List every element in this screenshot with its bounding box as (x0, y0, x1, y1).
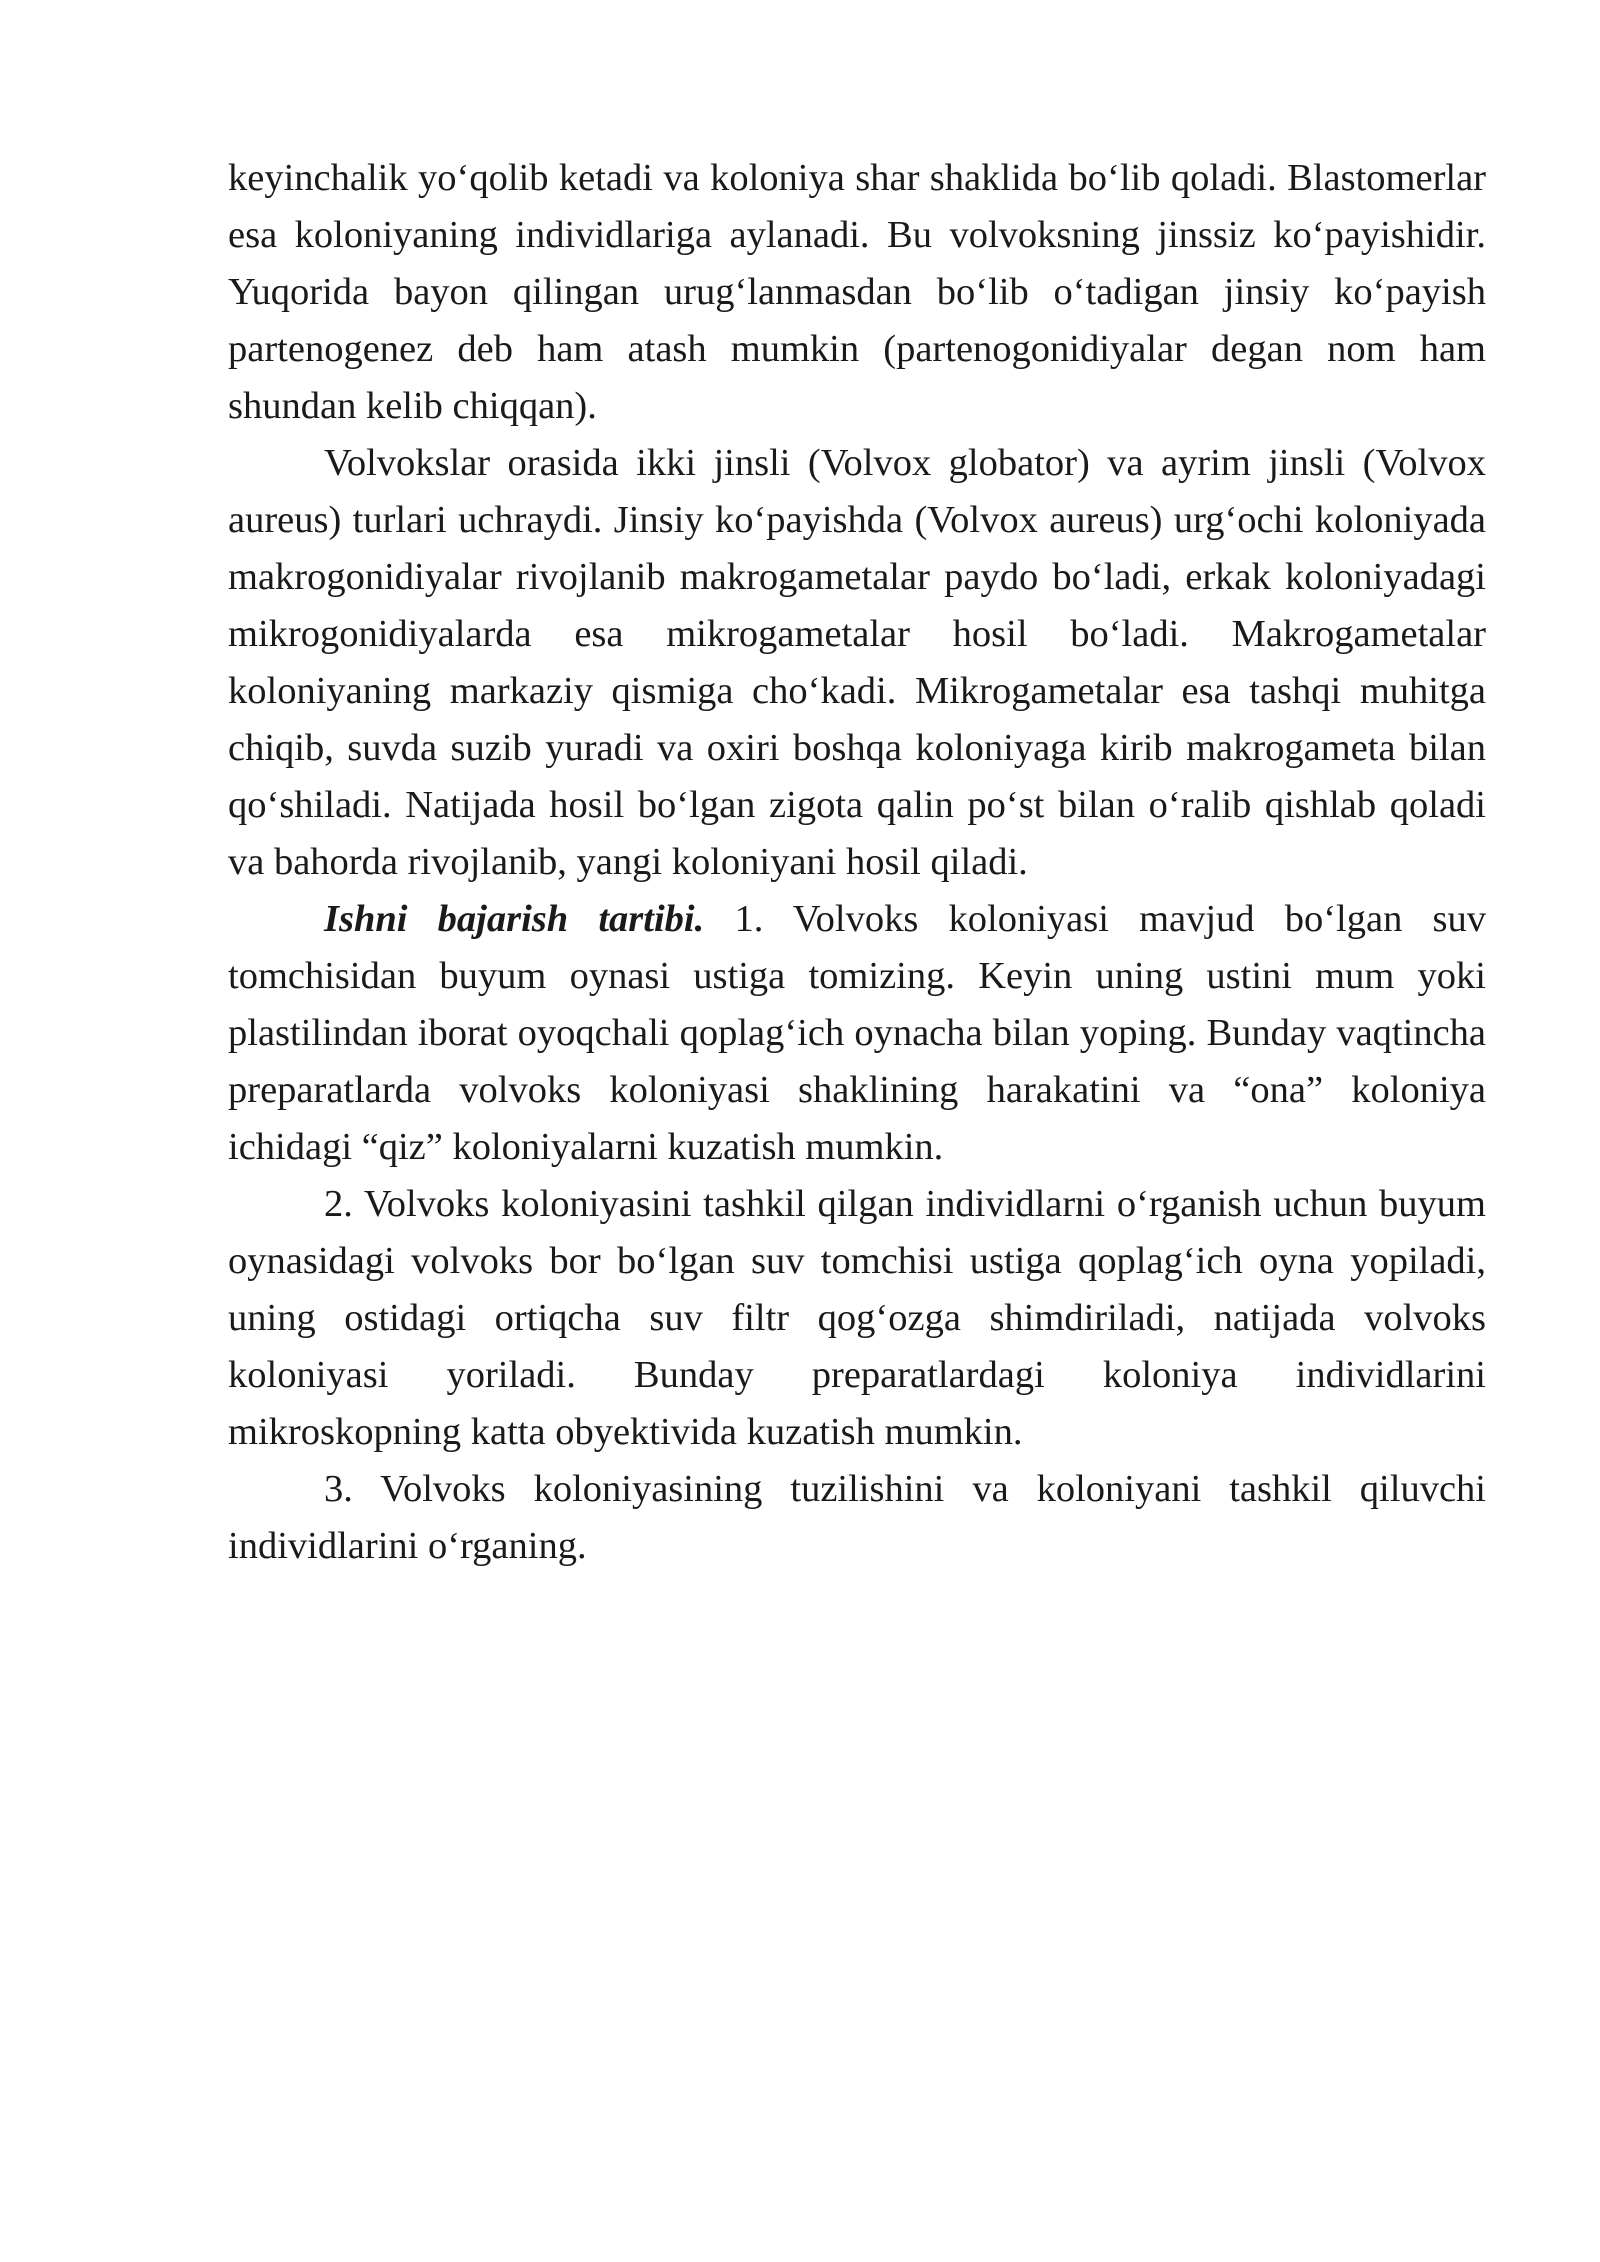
paragraph-continuation (228, 150, 1486, 435)
paragraph-volvox-types (228, 435, 1486, 891)
paragraph-procedure-step-3 (228, 1461, 1486, 1575)
paragraph-text: 3. Volvoks koloniyasining tuzilishini va koloniyani tashkil qiluvchi individlarini o‘rganing. (228, 1468, 1486, 1567)
paragraph-procedure-step-1 (228, 891, 1486, 1176)
paragraph-text: Volvokslar orasida ikki jinsli (Volvox globator) va ayrim jinsli (Volvox aureus) turlari uchraydi. Jinsiy ko‘payishda (Volvox aureus) urg‘ochi koloniyada makrogonidiyalar rivojlanib makrogametalar paydo bo‘ladi, erkak koloniyadagi mikrogonidiyalarda esa mikrogametalar hosil bo‘ladi. Makrogametalar koloniyaning markaziy qismiga cho‘kadi. Mikrogametalar esa tashqi muhitga chiqib, suvda suzib yuradi va oxiri boshqa koloniyaga kirib makrogameta bilan qo‘shiladi. Natijada hosil bo‘lgan zigota qalin po‘st bilan o‘ralib qishlab qoladi va bahorda rivojlanib, yangi koloniyani hosil qiladi. (228, 442, 1486, 883)
paragraph-procedure-step-2 (228, 1176, 1486, 1461)
paragraph-text: keyinchalik yo‘qolib ketadi va koloniya shar shaklida bo‘lib qoladi. Blastomerlar esa koloniyaning individlariga aylanadi. Bu volvoksning jinssiz ko‘payishidir. Yuqorida bayon qilingan urug‘lanmasdan bo‘lib o‘tadigan jinsiy ko‘payish partenogenez deb ham atash mumkin (partenogonidiyalar degan nom ham shundan kelib chiqqan). (228, 157, 1486, 427)
procedure-heading: Ishni bajarish tartibi. (324, 898, 705, 940)
paragraph-text: 1. Volvoks koloniyasi mavjud bo‘lgan suv tomchisidan buyum oynasi ustiga tomizing. Keyin uning ustini mum yoki plastilindan iborat oyoqchali qoplag‘ich oynacha bilan yoping. Bunday vaqtincha preparatlarda volvoks koloniyasi shaklining harakatini va “ona” koloniya ichidagi “qiz” koloniyalarni kuzatish mumkin. (228, 898, 1486, 1168)
body-text (228, 150, 1486, 1575)
paragraph-text: 2. Volvoks koloniyasini tashkil qilgan individlarni o‘rganish uchun buyum oynasidagi volvoks bor bo‘lgan suv tomchisi ustiga qoplag‘ich oyna yopiladi, uning ostidagi ortiqcha suv filtr qog‘ozga shimdiriladi, natijada volvoks koloniyasi yoriladi. Bunday preparatlardagi koloniya individlarini mikroskopning katta obyektivida kuzatish mumkin. (228, 1183, 1486, 1453)
